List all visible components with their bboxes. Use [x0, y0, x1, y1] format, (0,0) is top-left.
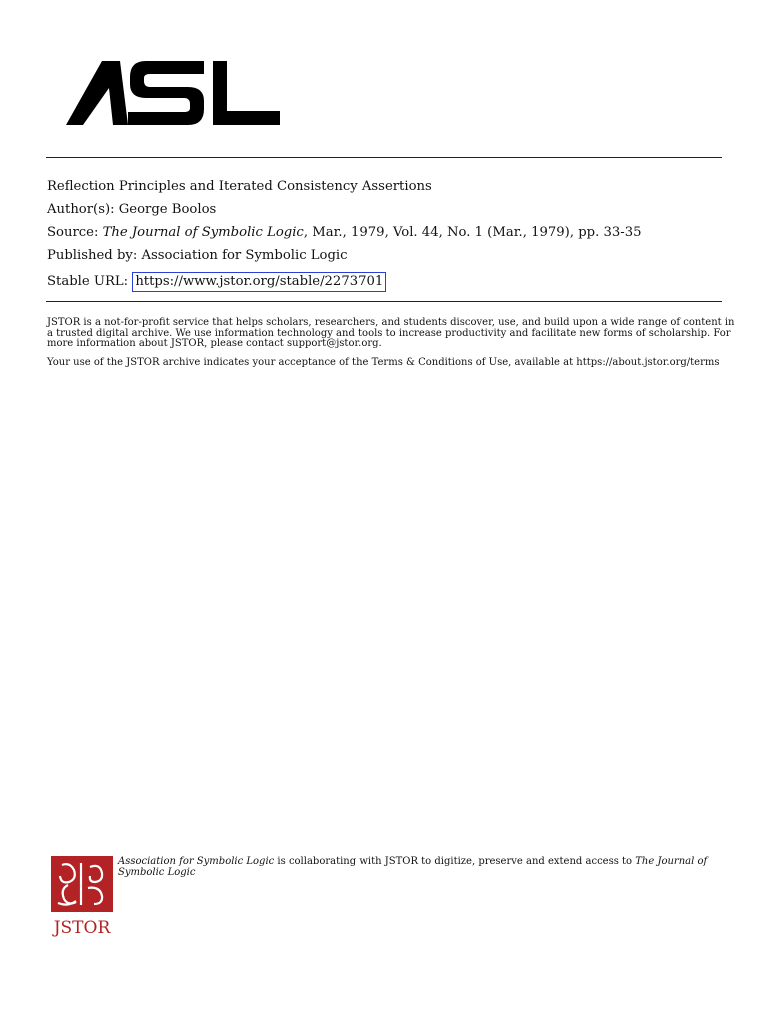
author-label: Author(s):: [47, 202, 115, 217]
asl-logo: [66, 58, 282, 128]
source-journal: The Journal of Symbolic Logic: [102, 225, 304, 240]
stable-url-label: Stable URL:: [47, 274, 129, 289]
publisher-label: Published by:: [47, 248, 138, 263]
stable-url-line: [47, 270, 737, 293]
jstor-notice: [47, 318, 737, 376]
source-details: , Mar., 1979, Vol. 44, No. 1 (Mar., 1979), pp. 33-35: [303, 225, 642, 240]
publisher-name: Association for Symbolic Logic: [141, 248, 348, 263]
source-label: Source:: [47, 225, 99, 240]
jstor-wordmark: JSTOR: [53, 918, 111, 937]
source-line: [47, 221, 737, 244]
article-metadata: [47, 175, 737, 293]
notice-paragraph-service: JSTOR is a not-for-profit service that helps scholars, researchers, and students discover, use, and build upon a wide range of content in a trusted digital archive. We use information technology and tools to increase productivity and facilitate new forms of scholarship. For more information about JSTOR, please contact support@jstor.org.: [47, 317, 735, 350]
collaboration-statement: [118, 856, 718, 878]
footer-org: Association for Symbolic Logic: [118, 856, 275, 867]
jstor-logo: [48, 855, 116, 937]
notice-paragraph-terms: Your use of the JSTOR archive indicates your acceptance of the Terms & Conditions of Use, available at https://about.jstor.org/terms: [47, 356, 720, 368]
article-title: Reflection Principles and Iterated Consistency Assertions: [47, 179, 432, 194]
metadata-divider: [46, 301, 722, 302]
header-divider: [46, 157, 722, 158]
footer-text-mid: is collaborating with JSTOR to digitize, preserve and extend access to: [274, 856, 636, 867]
publisher-line: [47, 244, 737, 267]
author-line: [47, 198, 737, 221]
stable-url-link[interactable]: https://www.jstor.org/stable/2273701: [132, 272, 386, 292]
author-name: George Boolos: [118, 202, 217, 217]
footer-journal: The Journal of Symbolic Logic: [118, 856, 708, 878]
